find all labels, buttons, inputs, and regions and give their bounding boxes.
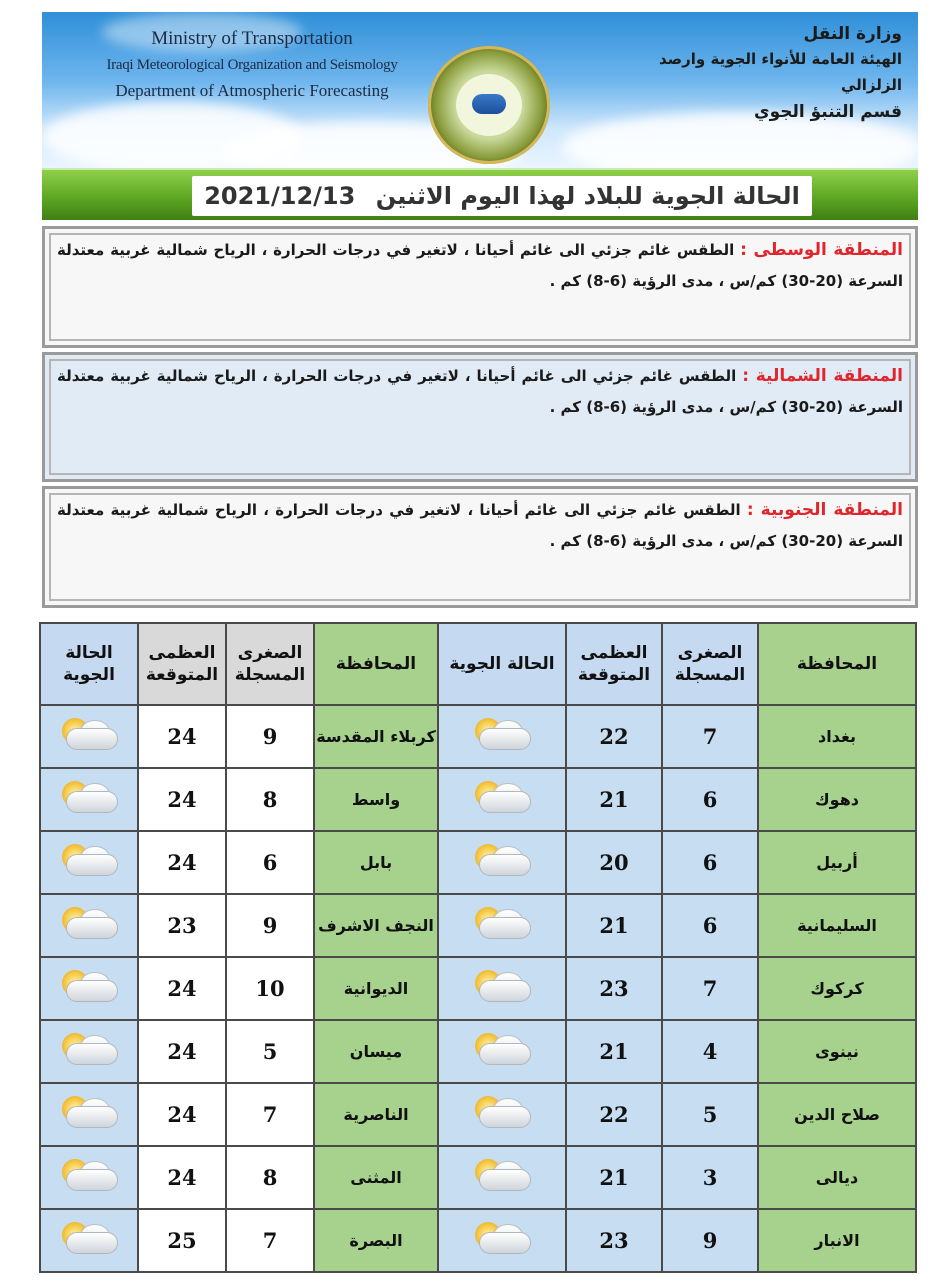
max-temp-cell: 21: [566, 1146, 662, 1209]
province-cell: كركوك: [758, 957, 916, 1020]
province-cell: نينوى: [758, 1020, 916, 1083]
table-row: [40, 768, 916, 831]
weather-state-cell: [438, 1209, 566, 1272]
max-temp-cell: 21: [566, 768, 662, 831]
region-southern: [42, 486, 918, 608]
partly-cloudy-icon: [467, 1220, 537, 1256]
region-forecast: الطقس غائم جزئي الى غائم أحيانا ، لاتغير في درجات الحرارة ، الرياح شمالية غربية معتدلة السرعة (20-30) كم/س ، مدى الرؤية (6-8) كم .: [57, 501, 903, 550]
table-row: [40, 1020, 916, 1083]
region-name: المنطقة الوسطى :: [740, 240, 903, 260]
title-date: 2021/12/13: [204, 182, 356, 210]
max-temp-cell: 23: [566, 957, 662, 1020]
province-cell: بغداد: [758, 705, 916, 768]
department-label: Department of Atmospheric Forecasting: [115, 81, 389, 100]
table-row: [40, 831, 916, 894]
partly-cloudy-icon: [467, 968, 537, 1004]
partly-cloudy-icon: [54, 1220, 124, 1256]
min-temp-cell: 7: [662, 705, 758, 768]
province-cell: بابل: [314, 831, 438, 894]
max-temp-cell: 24: [138, 831, 226, 894]
ministry-label-ar: وزارة النقل: [803, 24, 902, 44]
organization-label: Iraqi Meteorological Organization and Seismology: [106, 57, 398, 73]
table-row: [40, 1146, 916, 1209]
max-temp-cell: 24: [138, 1146, 226, 1209]
province-cell: النجف الاشرف: [314, 894, 438, 957]
header-state: الحالة الجوية: [40, 623, 138, 705]
header-max: العظمى المتوقعة: [138, 623, 226, 705]
min-temp-cell: 4: [662, 1020, 758, 1083]
partly-cloudy-icon: [54, 716, 124, 752]
weather-state-cell: [40, 957, 138, 1020]
weather-state-cell: [40, 831, 138, 894]
min-temp-cell: 7: [226, 1209, 314, 1272]
weather-state-cell: [40, 768, 138, 831]
weather-state-cell: [40, 1146, 138, 1209]
table-row: [40, 957, 916, 1020]
region-forecast: الطقس غائم جزئي الى غائم أحيانا ، لاتغير في درجات الحرارة ، الرياح شمالية غربية معتدلة السرعة (20-30) كم/س ، مدى الرؤية (6-8) كم .: [57, 367, 903, 416]
province-cell: البصرة: [314, 1209, 438, 1272]
header-min: الصغرى المسجلة: [226, 623, 314, 705]
page-title: [192, 176, 812, 216]
min-temp-cell: 5: [226, 1020, 314, 1083]
partly-cloudy-icon: [54, 905, 124, 941]
province-cell: أربيل: [758, 831, 916, 894]
partly-cloudy-icon: [467, 1157, 537, 1193]
department-label-ar: قسم التنبؤ الجوي: [754, 102, 902, 122]
title-bar: [42, 168, 918, 220]
header-state: الحالة الجوية: [438, 623, 566, 705]
weather-state-cell: [438, 705, 566, 768]
header-province: المحافظة: [314, 623, 438, 705]
header-max: العظمى المتوقعة: [566, 623, 662, 705]
partly-cloudy-icon: [54, 1031, 124, 1067]
min-temp-cell: 7: [662, 957, 758, 1020]
table-row: [40, 894, 916, 957]
min-temp-cell: 8: [226, 768, 314, 831]
table-row: [40, 1209, 916, 1272]
header-min: الصغرى المسجلة: [662, 623, 758, 705]
province-cell: الانبار: [758, 1209, 916, 1272]
max-temp-cell: 24: [138, 768, 226, 831]
max-temp-cell: 22: [566, 705, 662, 768]
region-northern: [42, 352, 918, 482]
partly-cloudy-icon: [467, 842, 537, 878]
header-english-block: [92, 26, 412, 104]
min-temp-cell: 9: [662, 1209, 758, 1272]
partly-cloudy-icon: [54, 1094, 124, 1130]
max-temp-cell: 23: [138, 894, 226, 957]
province-cell: ميسان: [314, 1020, 438, 1083]
partly-cloudy-icon: [54, 968, 124, 1004]
province-cell: ديالى: [758, 1146, 916, 1209]
min-temp-cell: 6: [226, 831, 314, 894]
partly-cloudy-icon: [54, 779, 124, 815]
max-temp-cell: 25: [138, 1209, 226, 1272]
weather-state-cell: [438, 894, 566, 957]
weather-state-cell: [40, 1209, 138, 1272]
min-temp-cell: 6: [662, 831, 758, 894]
header-province: المحافظة: [758, 623, 916, 705]
partly-cloudy-icon: [467, 1094, 537, 1130]
province-cell: السليمانية: [758, 894, 916, 957]
min-temp-cell: 7: [226, 1083, 314, 1146]
partly-cloudy-icon: [467, 716, 537, 752]
weather-state-cell: [40, 1083, 138, 1146]
weather-state-cell: [438, 768, 566, 831]
ministry-label: Ministry of Transportation: [151, 28, 353, 49]
min-temp-cell: 6: [662, 768, 758, 831]
max-temp-cell: 23: [566, 1209, 662, 1272]
province-cell: صلاح الدين: [758, 1083, 916, 1146]
partly-cloudy-icon: [54, 1157, 124, 1193]
partly-cloudy-icon: [467, 905, 537, 941]
region-central: [42, 226, 918, 348]
table-row: [40, 1083, 916, 1146]
max-temp-cell: 21: [566, 894, 662, 957]
header-banner: [42, 12, 918, 168]
province-cell: كربلاء المقدسة: [314, 705, 438, 768]
province-cell: الناصرية: [314, 1083, 438, 1146]
province-cell: دهوك: [758, 768, 916, 831]
province-cell: المثنى: [314, 1146, 438, 1209]
max-temp-cell: 22: [566, 1083, 662, 1146]
partly-cloudy-icon: [467, 1031, 537, 1067]
weather-state-cell: [438, 957, 566, 1020]
weather-state-cell: [40, 705, 138, 768]
partly-cloudy-icon: [467, 779, 537, 815]
partly-cloudy-icon: [54, 842, 124, 878]
table-row: [40, 705, 916, 768]
region-name: المنطقة الشمالية :: [742, 366, 903, 386]
region-name: المنطقة الجنوبية :: [746, 500, 903, 520]
min-temp-cell: 5: [662, 1083, 758, 1146]
max-temp-cell: 24: [138, 1020, 226, 1083]
min-temp-cell: 3: [662, 1146, 758, 1209]
weather-table: [39, 622, 917, 1273]
region-forecast: الطقس غائم جزئي الى غائم أحيانا ، لاتغير في درجات الحرارة ، الرياح شمالية غربية معتدلة السرعة (20-30) كم/س ، مدى الرؤية (6-8) كم .: [57, 241, 903, 290]
organization-label-ar: الهيئة العامة للأنواء الجوية وارصد الزلزالي: [658, 50, 902, 94]
weather-state-cell: [438, 1083, 566, 1146]
province-cell: الديوانية: [314, 957, 438, 1020]
header-arabic-block: [602, 22, 902, 126]
province-cell: واسط: [314, 768, 438, 831]
max-temp-cell: 24: [138, 1083, 226, 1146]
max-temp-cell: 21: [566, 1020, 662, 1083]
organization-logo: [428, 46, 550, 164]
weather-state-cell: [438, 831, 566, 894]
weather-state-cell: [40, 1020, 138, 1083]
max-temp-cell: 20: [566, 831, 662, 894]
max-temp-cell: 24: [138, 957, 226, 1020]
min-temp-cell: 6: [662, 894, 758, 957]
max-temp-cell: 24: [138, 705, 226, 768]
min-temp-cell: 8: [226, 1146, 314, 1209]
min-temp-cell: 9: [226, 894, 314, 957]
min-temp-cell: 10: [226, 957, 314, 1020]
table-header-row: [40, 623, 916, 705]
title-text: الحالة الجوية للبلاد لهذا اليوم الاثنين: [375, 182, 800, 210]
weather-state-cell: [438, 1146, 566, 1209]
weather-state-cell: [40, 894, 138, 957]
min-temp-cell: 9: [226, 705, 314, 768]
weather-state-cell: [438, 1020, 566, 1083]
